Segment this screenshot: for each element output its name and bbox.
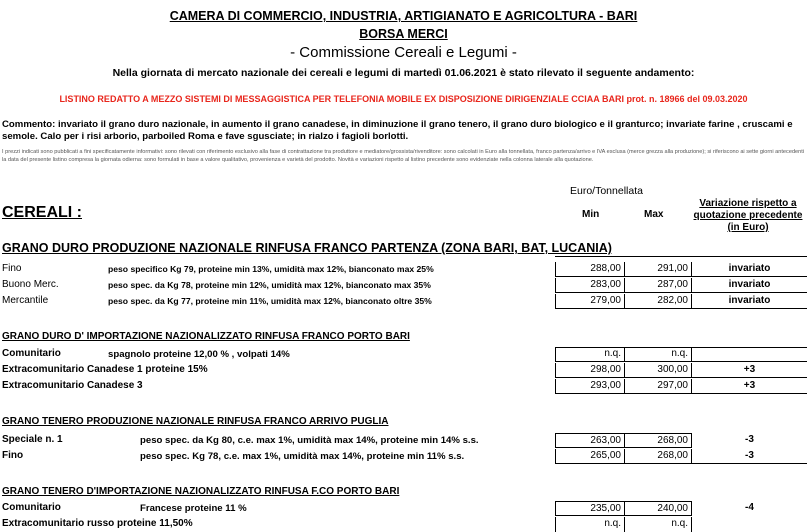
chamber-title: CAMERA DI COMMERCIO, INDUSTRIA, ARTIGIANATO E AGRICOLTURA - BARI [169, 9, 638, 23]
table-row [0, 278, 807, 293]
row-description: peso spec. da Kg 80, c.e. max 1%, umidità max 14%, proteine min 14% s.s. [140, 434, 479, 446]
notice-text: LISTINO REDATTO A MEZZO SISTEMI DI MESSAGGISTICA PER TELEFONIA MOBILE EX DISPOSIZIONE DIRIGENZIALE CCIAA BARI prot. n. 18966 del 09.03.2020 [59, 94, 748, 104]
table-row [0, 433, 807, 448]
table-row [0, 501, 807, 516]
row-label: Speciale n. 1 [2, 434, 63, 445]
row-label: Extracomunitario Canadese 3 [2, 380, 143, 391]
max-price: 240,00 [625, 501, 692, 516]
variation-value: +3 [692, 379, 807, 394]
variation-value: invariato [692, 294, 807, 309]
table-row [0, 517, 807, 532]
row-label: Fino [2, 450, 24, 461]
min-header: Min [582, 209, 600, 220]
row-description: peso spec. Kg 78, c.e. max 1%, umidità max 14%, proteine min 11% s.s. [140, 450, 465, 462]
table-rule [555, 256, 807, 257]
max-price: 291,00 [625, 262, 692, 277]
row-description: spagnolo proteine 12,00 % , volpati 14% [108, 348, 290, 360]
min-price: 279,00 [555, 294, 625, 309]
table-row [0, 379, 807, 394]
variation-value: -3 [692, 449, 807, 464]
max-price: 287,00 [625, 278, 692, 293]
max-price: 282,00 [625, 294, 692, 309]
section-title: GRANO DURO D' IMPORTAZIONE NAZIONALIZZATO RINFUSA FRANCO PORTO BARI [2, 331, 410, 342]
variation-value: invariato [692, 262, 807, 277]
row-label: Comunitario [2, 348, 61, 359]
section-title: GRANO TENERO PRODUZIONE NAZIONALE RINFUSA FRANCO ARRIVO PUGLIA [2, 416, 389, 427]
row-label: Mercantile [2, 295, 49, 306]
variation-value: -3 [745, 434, 754, 445]
fine-print: I prezzi indicati sono pubblicati a fini specificatamente informativi: sono rilevati con riferimento esclusivo alla fase di contrattazione tra produttore e mediatore/grossista/rivenditore: sono calcolati in Euro alla tonnellata, franco partenza/arrivo e IVA esclusa (merce grezza alla produzione); si riferiscono ai sette giorni antecedenti la data del presente listino compresa la giornata odierna: sono formulati in base a valore qualitativo, provenienza e varietà del prodotto. Novità e variazioni rispetto al listino precedente sono evidenziate nella colonna laterale alla quotazione. [2, 149, 805, 163]
min-price: n.q. [555, 517, 625, 532]
variation-value: -4 [745, 502, 754, 513]
row-description: Francese proteine 11 % [140, 502, 247, 514]
row-label: Extracomunitario russo proteine 11,50% [2, 518, 193, 529]
max-header: Max [644, 209, 664, 220]
row-label: Comunitario [2, 502, 61, 513]
min-price: 235,00 [555, 501, 625, 516]
min-price: n.q. [555, 347, 625, 362]
table-row [0, 347, 807, 362]
row-description: peso spec. da Kg 78, proteine min 12%, umidità max 12%, bianconato max 35% [108, 279, 431, 290]
variation-value [692, 347, 807, 362]
min-price: 263,00 [555, 433, 625, 448]
exchange-title: BORSA MERCI [359, 27, 448, 41]
row-label: Fino [2, 263, 22, 274]
table-row [0, 363, 807, 378]
min-price: 298,00 [555, 363, 625, 378]
market-intro: Nella giornata di mercato nazionale dei cereali e legumi di martedì 01.06.2021 è stato rilevato il seguente andamento: [112, 67, 695, 79]
commission-title: - Commissione Cereali e Legumi - [290, 44, 517, 61]
section-title: GRANO TENERO D'IMPORTAZIONE NAZIONALIZZATO RINFUSA F.CO PORTO BARI [2, 486, 400, 497]
unit-label: Euro/Tonnellata [570, 185, 643, 197]
row-description: peso spec. da Kg 77, proteine min 11%, umidità max 12%, bianconato oltre 35% [108, 295, 432, 306]
min-price: 283,00 [555, 278, 625, 293]
section-title: GRANO DURO PRODUZIONE NAZIONALE RINFUSA FRANCO PARTENZA (ZONA BARI, BAT, LUCANIA) [2, 241, 612, 255]
variation-value [692, 517, 807, 532]
max-price: 300,00 [625, 363, 692, 378]
row-description: peso specifico Kg 79, proteine min 13%, umidità max 12%, bianconato max 25% [108, 263, 434, 274]
max-price: 268,00 [625, 433, 692, 448]
variation-value: invariato [692, 278, 807, 293]
max-price: 297,00 [625, 379, 692, 394]
section-cereali: CEREALI : [2, 204, 82, 221]
variation-header: Variazione rispetto a quotazione precedente (in Euro) [693, 198, 803, 233]
table-row [0, 449, 807, 464]
table-row [0, 294, 807, 309]
max-price: n.q. [625, 347, 692, 362]
max-price: 268,00 [625, 449, 692, 464]
min-price: 288,00 [555, 262, 625, 277]
row-label: Extracomunitario Canadese 1 proteine 15% [2, 364, 208, 375]
max-price: n.q. [625, 517, 692, 532]
table-row [0, 262, 807, 277]
variation-value: +3 [692, 363, 807, 378]
comment-text: Commento: invariato il grano duro nazionale, in aumento il grano canadese, in diminuzione il grano tenero, il grano duro biologico e il granturco; invariate farine , cruscami e semole. Calo per i risi arborio, parboiled Roma e fave sgusciate; in rialzo i fagioli borlotti. [2, 119, 793, 142]
min-price: 265,00 [555, 449, 625, 464]
min-price: 293,00 [555, 379, 625, 394]
row-label: Buono Merc. [2, 279, 59, 290]
